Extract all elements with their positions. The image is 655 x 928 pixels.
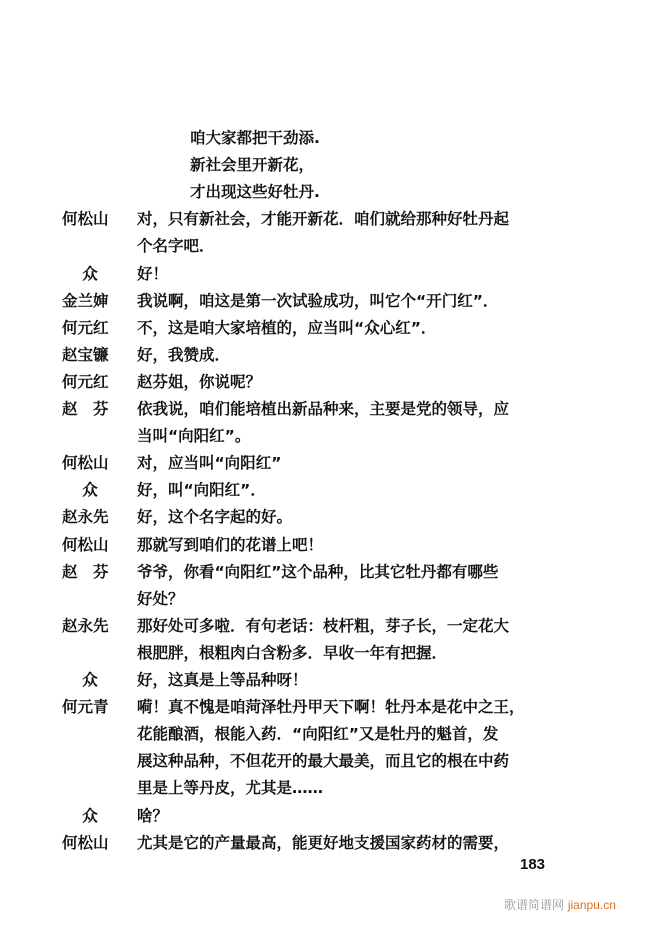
dialogue-text: 好，我赞成． (137, 346, 231, 364)
dialogue-text: 好，这个名字起的好。 (137, 508, 293, 526)
dialogue-text: 展这种品种，不但花开的最大最美，而且它的根在中药 (137, 752, 510, 770)
speaker-name: 赵宝镰 (62, 346, 109, 364)
dialogue-text: 爷爷，你看“向阳红”这个品种，比其它牡丹都有哪些 (137, 563, 499, 581)
speaker-name: 何元红 (62, 319, 109, 337)
speaker-name: 赵永先 (62, 508, 109, 526)
dialogue-text: 赵芬姐，你说呢？ (137, 373, 262, 391)
verse-text: 咱大家都把干劲添. (190, 129, 320, 147)
dialogue-text: 好，这真是上等品种呀！ (137, 671, 308, 689)
dialogue-text: 好！ (137, 265, 169, 283)
dialogue-text: 个名字吧． (137, 237, 215, 255)
speaker-name: 金兰婶 (62, 292, 109, 310)
speaker-name: 众 (82, 671, 98, 689)
speaker-name: 赵 芬 (62, 400, 109, 418)
verse-text: 新社会里开新花， (190, 156, 315, 174)
dialogue-text: 对，应当叫“向阳红” (137, 454, 282, 472)
dialogue-text: 当叫“向阳红”。 (137, 427, 251, 445)
speaker-name: 赵永先 (62, 617, 109, 635)
dialogue-text: 啥？ (137, 807, 169, 825)
page-number: 183 (520, 856, 546, 873)
dialogue-text: 尤其是它的产量最高，能更好地支援国家药材的需要， (137, 834, 510, 852)
dialogue-text: 那就写到咱们的花谱上吧！ (137, 536, 324, 554)
watermark-text: 歌谱简谱网 (504, 898, 565, 912)
dialogue-text: 对，只有新社会，才能开新花．咱们就给那种好牡丹起 (137, 210, 510, 228)
dialogue-text: 那好处可多啦．有句老话：枝杆粗，芽子长，一定花大 (137, 617, 510, 635)
speaker-name: 何松山 (62, 210, 109, 228)
speaker-name: 何元青 (62, 698, 109, 716)
speaker-name: 众 (82, 481, 98, 499)
speaker-name: 众 (82, 807, 98, 825)
dialogue-text: 依我说，咱们能培植出新品种来，主要是党的领导，应 (137, 400, 510, 418)
dialogue-text: 我说啊，咱这是第一次试验成功，叫它个“开门红”． (137, 292, 499, 310)
verse-text: 才出现这些好牡丹. (190, 183, 320, 201)
speaker-name: 何元红 (62, 373, 109, 391)
dialogue-text: 不，这是咱大家培植的，应当叫“众心红”． (137, 319, 437, 337)
speaker-name: 何松山 (62, 834, 109, 852)
watermark-url: jianpu.cn (567, 898, 616, 912)
dialogue-text: 好，叫“向阳红”． (137, 481, 266, 499)
speaker-name: 何松山 (62, 454, 109, 472)
dialogue-text: 嗬！真不愧是咱菏泽牡丹甲天下啊！牡丹本是花中之王， (137, 698, 525, 716)
dialogue-text: 根肥胖，根粗肉白含粉多．早收一年有把握． (137, 644, 448, 662)
speaker-name: 赵 芬 (62, 563, 109, 581)
dialogue-text: 里是上等丹皮，尤其是…… (137, 779, 324, 797)
watermark (504, 896, 616, 913)
speaker-name: 何松山 (62, 536, 109, 554)
dialogue-text: 好处？ (137, 590, 184, 608)
dialogue-text: 花能酿酒，根能入药．“向阳红”又是牡丹的魁首，发 (137, 725, 499, 743)
speaker-name: 众 (82, 265, 98, 283)
